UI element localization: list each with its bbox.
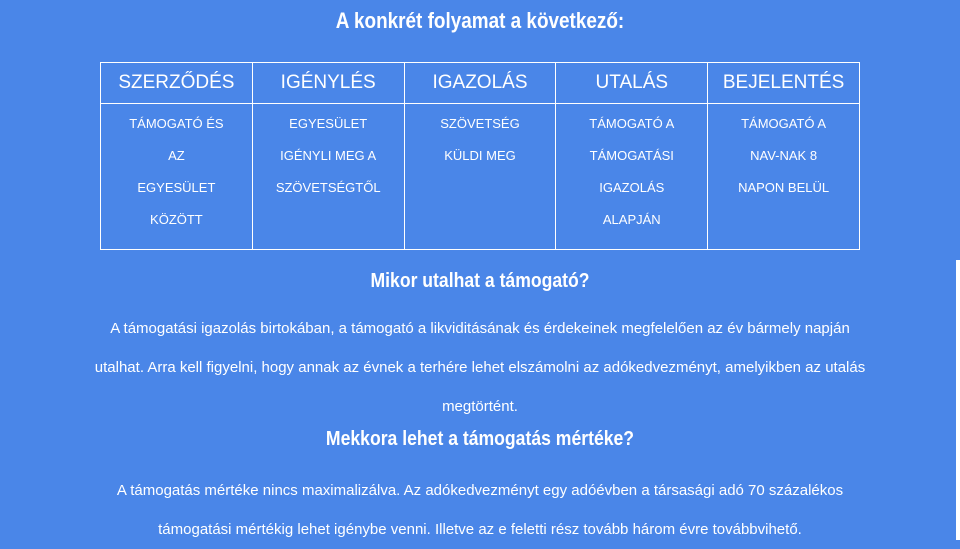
detail-line: EGYESÜLET — [137, 180, 216, 195]
step-detail-certificate — [404, 104, 556, 250]
step-detail-report — [708, 104, 860, 250]
detail-line: IGAZOLÁS — [599, 180, 665, 195]
detail-line: TÁMOGATÓ ÉS — [129, 116, 224, 131]
paragraph-line: utalhat. Arra kell figyelni, hogy annak az évnek a terhére lehet elszámolni az adókedvezményt, amelyikben az utalás — [94, 359, 866, 376]
detail-line: TÁMOGATÁSI — [589, 148, 674, 163]
step-header-report: BEJELENTÉS — [708, 63, 860, 104]
step-header-contract: SZERZŐDÉS — [101, 63, 253, 104]
step-header-transfer: UTALÁS — [556, 63, 708, 104]
detail-line: TÁMOGATÓ A — [741, 116, 827, 131]
process-detail-row — [101, 104, 860, 250]
section-heading-when: Mikor utalhat a támogató? — [370, 270, 590, 292]
section-paragraph-when — [40, 309, 920, 426]
step-header-request: IGÉNYLÉS — [252, 63, 404, 104]
detail-line: EGYESÜLET — [289, 116, 368, 131]
detail-line: IGÉNYLI MEG A — [280, 148, 377, 163]
step-detail-transfer — [556, 104, 708, 250]
step-detail-contract — [101, 104, 253, 250]
process-header-row — [101, 63, 860, 104]
paragraph-line: megtörtént. — [442, 398, 518, 415]
detail-line: KÖZÖTT — [150, 212, 203, 227]
detail-line: AZ — [168, 148, 185, 163]
detail-line: SZÖVETSÉG — [440, 116, 520, 131]
section-paragraph-amount — [40, 471, 920, 549]
right-edge-strip — [956, 260, 960, 540]
detail-line: TÁMOGATÓ A — [589, 116, 675, 131]
detail-line: KÜLDI MEG — [444, 148, 516, 163]
slide-title: A konkrét folyamat a következő: — [335, 8, 625, 33]
detail-line: NAPON BELÜL — [738, 180, 830, 195]
process-flow-table — [100, 62, 860, 250]
step-header-certificate: IGAZOLÁS — [404, 63, 556, 104]
detail-line: SZÖVETSÉGTŐL — [275, 180, 381, 195]
section-heading-amount: Mekkora lehet a támogatás mértéke? — [325, 428, 635, 450]
step-detail-request — [252, 104, 404, 250]
paragraph-line: A támogatás mértéke nincs maximalizálva. Az adókedvezményt egy adóévben a társasági adó 70 százalékos — [116, 482, 844, 499]
detail-line: ALAPJÁN — [602, 212, 661, 227]
paragraph-line: támogatási mértékig lehet igénybe venni. Illetve az e feletti rész tovább három évre továbbvihető. — [158, 521, 802, 538]
paragraph-line: A támogatási igazolás birtokában, a támogató a likviditásának és érdekeinek megfelelően az év bármely napján — [110, 320, 850, 337]
detail-line: NAV-NAK 8 — [750, 148, 818, 163]
